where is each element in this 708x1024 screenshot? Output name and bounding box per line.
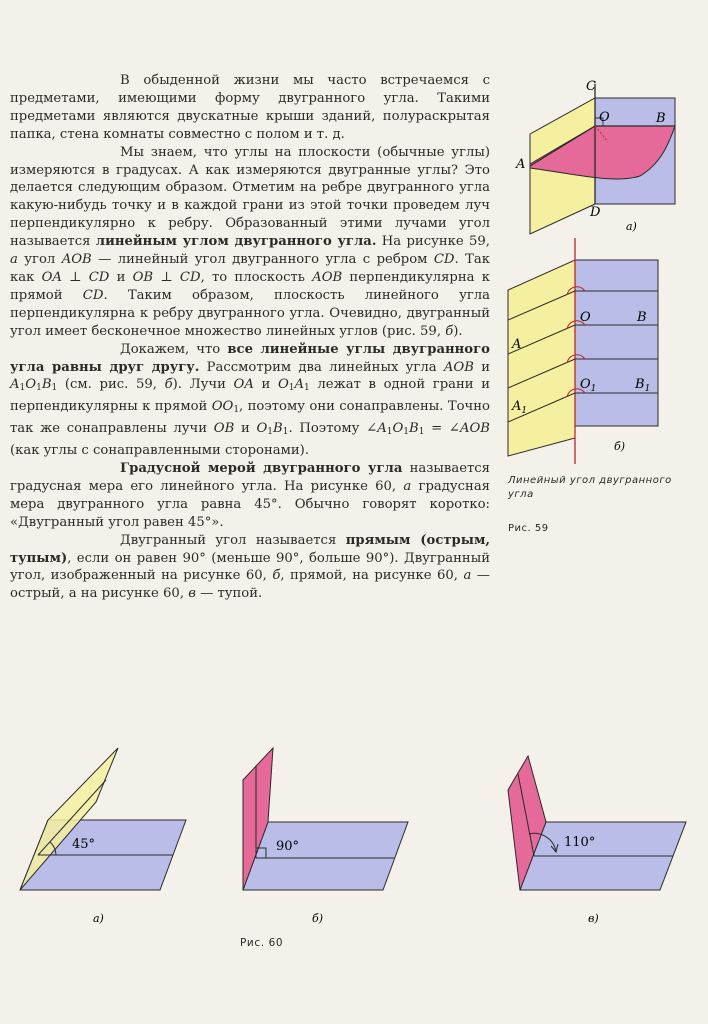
bold-term: Градусной мерой двугранного угла <box>120 461 403 477</box>
italic-symbol: O <box>256 421 268 437</box>
text-run: В обыденной жизни мы часто встречаемся с предметами, имеющими форму двугранного угла. Такими предметами являются двускатные крыши зданий, полураскрытая папка, стена комнаты совместно с полом и т. д. <box>10 73 490 142</box>
sublabel-60c: в) <box>588 912 599 925</box>
italic-symbol: CD <box>433 252 455 268</box>
italic-symbol: AOB <box>459 421 490 437</box>
text-run: Рассмотрим два линейных угла <box>199 359 444 375</box>
subscript: 1 <box>386 427 393 438</box>
italic-symbol: A <box>10 377 20 393</box>
text-run: и <box>109 269 133 285</box>
sublabel-60a: а) <box>93 912 104 925</box>
text-run: — линейный угол двугранного угла с ребром <box>91 252 434 268</box>
subscript: 1 <box>288 383 295 394</box>
text-run: ). Лучи <box>172 377 234 393</box>
label-B1: $B_1$ <box>635 377 651 394</box>
text-run: , если он равен 90° (меньше 90°, больше 90°). Двугранный угол, изображенный на рисунке 60, <box>10 550 490 584</box>
sublabel-60b: б) <box>312 912 324 925</box>
angle-45-label: 45° <box>72 837 96 852</box>
figure-59-caption <box>508 474 698 536</box>
text-run: и <box>253 377 278 393</box>
figure-59b <box>500 236 700 468</box>
bold-term: прямым (острым, тупым) <box>10 532 491 566</box>
text-run: — острый, а на рисунке 60, <box>10 568 490 602</box>
text-run: , прямой, на рисунке 60, <box>280 568 464 584</box>
text-run: . Таким образом, плоскость линейного угла перпендикулярна к ребру двугранного угла. Очевидно, двугранный угол имеет бесконечное множество линейных углов (рис. 59, <box>10 287 491 339</box>
text-run: и <box>473 359 490 375</box>
label-O1: $O_1$ <box>580 377 597 394</box>
label-A1: $A_1$ <box>512 399 528 416</box>
italic-symbol: а <box>463 568 472 584</box>
italic-symbol: CD <box>179 269 201 285</box>
italic-symbol: A <box>294 377 305 393</box>
italic-symbol: AOB <box>443 359 474 375</box>
italic-symbol: OA <box>41 269 62 285</box>
figure-60a <box>8 740 208 930</box>
italic-symbol: O <box>277 377 289 393</box>
italic-symbol: в <box>188 586 196 602</box>
label-B: B <box>637 310 647 325</box>
italic-symbol: а <box>403 478 412 494</box>
figure-59a <box>500 76 700 236</box>
label-D: D <box>590 205 601 220</box>
angle-110-label: 110° <box>564 835 596 850</box>
text-run: Мы знаем, что углы на плоскости (обычные углы) измеряются в градусах. А как измеряются двугранные углы? Это делается следующим образом. Отметим на ребре двугранного угла какую-нибудь точку и в каждой грани из этой точки проведем луч перпендикулярно к ребру. Образованный этими лучами угол называется <box>10 144 490 250</box>
italic-symbol: CD <box>88 269 110 285</box>
label-O: O <box>580 310 591 325</box>
text-run: ⊥ <box>61 269 89 285</box>
italic-symbol: б <box>445 323 454 339</box>
text-run: . Так как <box>10 252 490 285</box>
subscript: 1 <box>233 405 240 416</box>
text-run: перпендикулярна к прямой <box>10 269 490 303</box>
text-run: — тупой. <box>195 586 263 602</box>
text-run: ⊥ <box>153 269 180 285</box>
figure-60-number: Рис. 60 <box>240 937 284 949</box>
italic-symbol: O <box>25 377 37 393</box>
text-run: Двугранный угол называется <box>120 532 346 548</box>
text-run: (как углы с сонаправленными сторонами). <box>10 443 310 459</box>
italic-symbol: B <box>273 421 283 437</box>
label-A: A <box>516 157 526 172</box>
subscript: 1 <box>282 427 289 438</box>
subscript: 1 <box>418 427 425 438</box>
italic-symbol: CD <box>82 287 104 303</box>
sublabel-59a: а) <box>626 220 637 233</box>
sublabel-59b: б) <box>614 440 626 453</box>
subscript: 1 <box>51 383 58 394</box>
angle-90-label: 90° <box>276 839 300 854</box>
italic-symbol: B <box>41 377 52 393</box>
text-run: , то плоскость <box>200 269 313 285</box>
subscript: 1 <box>403 427 410 438</box>
subscript: 1 <box>304 383 310 394</box>
label-O: O <box>599 110 610 125</box>
subscript: 1 <box>267 427 274 438</box>
bold-term: линейным углом двугранного угла. <box>95 234 377 250</box>
italic-symbol: OB <box>213 421 235 437</box>
text-run: градусная мера двугранного угла равна 45°. Обычно говорят коротко: «Двугранный угол равен 45°». <box>10 478 490 530</box>
text-run: (см. рис. 59, <box>57 377 165 393</box>
italic-symbol: OB <box>132 269 154 285</box>
paragraph-1 <box>10 72 490 144</box>
italic-symbol: а <box>10 252 18 268</box>
text-run: и <box>234 421 257 437</box>
label-A: A <box>512 337 522 352</box>
paragraph-3 <box>10 341 490 460</box>
text-run: На рисунке 59, <box>376 234 490 250</box>
caption-text: Линейный угол двугранного угла <box>508 475 672 500</box>
italic-symbol: б <box>164 377 173 393</box>
text-run: , поэтому они сонаправлены. Точно так же сонаправлены лучи <box>10 399 490 437</box>
subscript: 1 <box>19 383 26 394</box>
text-run: = ∠ <box>424 421 460 437</box>
paragraph-2 <box>10 144 490 341</box>
italic-symbol: б <box>272 568 281 584</box>
text-run: . Поэтому ∠ <box>288 421 378 437</box>
figure-60c <box>498 740 698 930</box>
subscript: 1 <box>36 383 42 394</box>
italic-symbol: AOB <box>312 269 343 285</box>
text-run: Докажем, что <box>120 341 228 357</box>
label-B: B <box>656 111 666 126</box>
italic-symbol: A <box>377 421 387 437</box>
paragraph-4 <box>10 460 490 532</box>
figure-59-number: Рис. 59 <box>508 523 549 534</box>
text-run: лежат в одной грани и перпендикулярны к прямой <box>10 377 491 415</box>
italic-symbol: B <box>409 421 419 437</box>
italic-symbol: OO <box>211 399 234 415</box>
italic-symbol: AOB <box>61 252 92 268</box>
italic-symbol: O <box>392 421 404 437</box>
text-run: ). <box>453 323 463 339</box>
bold-term: все линейные углы двугранного угла равны друг другу. <box>10 341 490 375</box>
text-run: называется градусная мера его линейного угла. На рисунке 60, <box>10 461 490 494</box>
figure-60b <box>228 740 428 930</box>
paragraph-5 <box>10 532 490 604</box>
text-run: угол <box>17 252 62 268</box>
italic-symbol: OA <box>233 377 254 393</box>
main-text <box>10 72 490 603</box>
label-C: C <box>586 79 596 94</box>
